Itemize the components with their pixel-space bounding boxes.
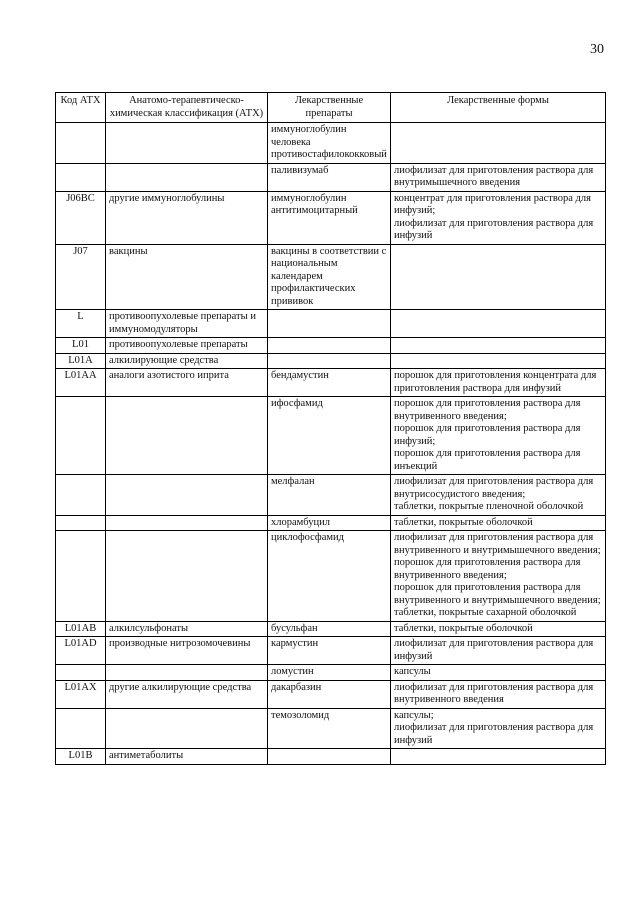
form-item: таблетки, покрытые сахарной оболочкой [394,607,577,618]
table-row [56,369,606,397]
code-cell [56,665,106,681]
header-code: Код АТХ [56,93,106,123]
forms-cell [391,310,606,338]
table-row [56,708,606,749]
table-row [56,665,606,681]
page-number: 30 [590,42,604,57]
form-item: лиофилизат для приготовления раствора для внутримышечного введения [394,164,594,188]
class-cell: другие алкилирующие средства [106,680,268,708]
code-cell: L01AA [56,369,106,397]
class-cell: противоопухолевые препараты и иммуномодуляторы [106,310,268,338]
form-item: порошок для приготовления раствора для инъекций [394,448,581,472]
form-item: лиофилизат для приготовления раствора для внутрисосудистого введения; [394,476,594,500]
form-item: лиофилизат для приготовления раствора для инфузий [394,722,594,746]
form-item: капсулы [394,666,431,677]
code-cell: J06BC [56,191,106,244]
table-row [56,397,606,475]
atx-drug-table [55,92,606,765]
form-item: лиофилизат для приготовления раствора для инфузий [394,638,594,662]
header-classification: Анатомо-терапевтическо-химическая классификация (АТХ) [106,93,268,123]
table-row [56,191,606,244]
code-cell: L01A [56,353,106,369]
forms-cell [391,338,606,354]
code-cell [56,531,106,622]
forms-cell [391,191,606,244]
code-cell: L01AX [56,680,106,708]
drug-cell: ломустин [268,665,391,681]
table-header-row [56,93,606,123]
code-cell [56,397,106,475]
code-cell [56,123,106,164]
form-item: порошок для приготовления раствора для инфузий; [394,423,581,447]
class-cell [106,665,268,681]
form-item: лиофилизат для приготовления раствора для внутривенного и внутримышечного введения; [394,532,601,556]
drug-cell [268,310,391,338]
form-item: таблетки, покрытые пленочной оболочкой [394,501,584,512]
drug-cell: иммуноглобулин антитимоцитарный [268,191,391,244]
class-cell [106,163,268,191]
forms-cell [391,163,606,191]
class-cell [106,708,268,749]
form-item: концентрат для приготовления раствора для инфузий; [394,192,591,216]
header-forms: Лекарственные формы [391,93,606,123]
forms-cell [391,637,606,665]
forms-cell [391,353,606,369]
code-cell: L01AB [56,621,106,637]
forms-cell [391,665,606,681]
forms-cell [391,369,606,397]
class-cell: другие иммуноглобулины [106,191,268,244]
table-row [56,637,606,665]
class-cell [106,123,268,164]
forms-cell [391,749,606,765]
forms-cell [391,244,606,310]
drug-cell: мелфалан [268,475,391,516]
forms-cell [391,531,606,622]
code-cell: J07 [56,244,106,310]
form-item: порошок для приготовления раствора для внутривенного введения; [394,557,581,581]
form-item: капсулы; [394,709,434,721]
code-cell [56,475,106,516]
forms-cell [391,680,606,708]
class-cell [106,397,268,475]
code-cell [56,708,106,749]
form-item: лиофилизат для приготовления раствора для внутривенного введения [394,681,594,705]
drug-cell: циклофосфамид [268,531,391,622]
form-item: порошок для приготовления раствора для внутривенного и внутримышечного введения; [394,582,601,606]
class-cell [106,531,268,622]
form-item: таблетки, покрытые оболочкой [394,622,533,634]
class-cell: противоопухолевые препараты [106,338,268,354]
drug-cell: дакарбазин [268,680,391,708]
table-row [56,531,606,622]
drug-cell: бусульфан [268,621,391,637]
form-item: лиофилизат для приготовления раствора для инфузий [394,217,594,241]
drug-cell: вакцины в соответствии с национальным календарем профилактических прививок [268,244,391,310]
table-row [56,749,606,765]
code-cell: L01 [56,338,106,354]
table-row [56,475,606,516]
table-row [56,123,606,164]
class-cell [106,475,268,516]
code-cell: L01AD [56,637,106,665]
table-row [56,621,606,637]
forms-cell [391,123,606,164]
class-cell: аналоги азотистого иприта [106,369,268,397]
drug-cell [268,749,391,765]
table-row [56,244,606,310]
forms-cell [391,515,606,531]
table-row [56,515,606,531]
table-row [56,353,606,369]
table-row [56,310,606,338]
form-item: порошок для приготовления раствора для внутривенного введения; [394,398,581,422]
drug-cell: иммуноглобулин человека противостафилококковый [268,123,391,164]
form-item: таблетки, покрытые оболочкой [394,516,533,528]
drug-cell: паливизумаб [268,163,391,191]
class-cell: вакцины [106,244,268,310]
table-row [56,163,606,191]
header-drugs: Лекарственные препараты [268,93,391,123]
code-cell [56,515,106,531]
form-item: порошок для приготовления концентрата для приготовления раствора для инфузий [394,370,597,394]
drug-cell: хлорамбуцил [268,515,391,531]
drug-cell [268,353,391,369]
forms-cell [391,397,606,475]
forms-cell [391,621,606,637]
class-cell: алкилсульфонаты [106,621,268,637]
code-cell: L01B [56,749,106,765]
drug-cell [268,338,391,354]
forms-cell [391,475,606,516]
class-cell: алкилирующие средства [106,353,268,369]
drug-cell: кармустин [268,637,391,665]
drug-cell: бендамустин [268,369,391,397]
forms-cell [391,708,606,749]
table-row [56,338,606,354]
code-cell [56,163,106,191]
table-row [56,680,606,708]
code-cell: L [56,310,106,338]
drug-cell: ифосфамид [268,397,391,475]
class-cell: производные нитрозомочевины [106,637,268,665]
class-cell [106,515,268,531]
class-cell: антиметаболиты [106,749,268,765]
drug-cell: темозоломид [268,708,391,749]
